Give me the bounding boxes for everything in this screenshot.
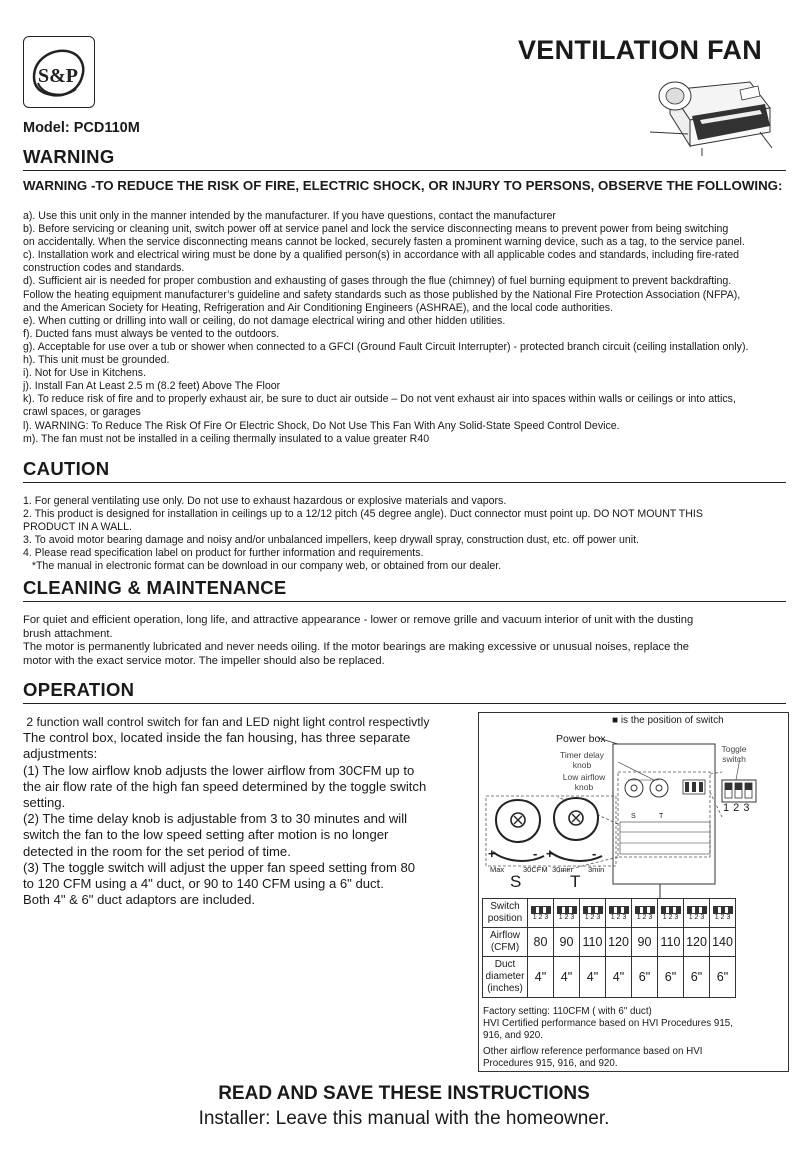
caution-line: 3. To avoid motor bearing damage and noisy and/or unbalanced impellers, keep drywall spray, construction dust, etc. off power unit. (23, 534, 639, 547)
small-s-label: S (631, 813, 636, 820)
cleaning-heading: CLEANING & MAINTENANCE (23, 577, 287, 598)
caution-line: 1. For general ventilating use only. Do not use to exhaust hazardous or explosive materials and vapors. (23, 495, 507, 507)
airflow-value: 120 (606, 928, 632, 957)
switch-mini-icon (531, 906, 551, 914)
caution-rule (23, 482, 786, 483)
operation-line: switch the fan to the low speed setting after motion is no longer (23, 827, 389, 843)
cleaning-line: For quiet and efficient operation, long life, and attractive appearance - lower or remove grille and vacuum interior of unit with the dusting (23, 614, 694, 626)
warning-line: c). Installation work and electrical wiring must be done by a qualified person(s) in accordance with all applicable codes and standards, including fire-rated (23, 249, 740, 262)
small-t-label: T (659, 813, 664, 820)
airflow-value: 90 (554, 928, 580, 957)
timer-knob-label-line: Timer delay (559, 750, 605, 760)
operation-line: setting. (23, 795, 66, 811)
duct-value: 6" (710, 957, 736, 998)
operation-line: detected in the room for the set period of time. (23, 843, 291, 859)
switch-cell: 1 2 3 (580, 899, 606, 928)
row-label: Switch position (483, 899, 528, 928)
low-knob-label-line: Low airflow (562, 772, 606, 782)
cleaning-line: brush attachment. (23, 627, 113, 640)
duct-value: 4" (606, 957, 632, 998)
switch-cell: 1 2 3 (710, 899, 736, 928)
s-min-label: 30CFM (523, 865, 548, 874)
caution-line: 2. This product is designed for installation in ceilings up to a 12/12 pitch (45 degree angle). Duct connector must point up. DO NOT MOUNT THIS (23, 508, 703, 521)
warning-line: m). The fan must not be installed in a ceiling thermally insulated to a value greater R40 (23, 432, 430, 445)
warning-heading: WARNING (23, 146, 115, 167)
airflow-value: 110 (658, 928, 684, 957)
warning-line: h). This unit must be grounded. (23, 354, 170, 367)
warning-line: d). Sufficient air is needed for proper combustion and exhausting of gases through the flue (chimney) of fuel burning equipment to prevent backdrafting. (23, 275, 732, 288)
hvi-note-2: 916, and 920. (483, 1030, 543, 1041)
brand-logo (24, 37, 94, 107)
operation-line: (3) The toggle switch will adjust the upper fan speed setting from 80 (23, 859, 416, 875)
switch-cell: 1 2 3 (658, 899, 684, 928)
operation-line: 2 function wall control switch for fan and LED night light control respectivtly (23, 715, 430, 729)
operation-heading: OPERATION (23, 679, 135, 700)
operation-line: The control box, located inside the fan housing, has three separate (23, 730, 411, 746)
model-number: Model: PCD110M (23, 120, 140, 136)
cleaning-text (23, 614, 783, 668)
caution-list (23, 495, 783, 574)
warning-line: g). Acceptable for use over a tub or shower when connected to a GFCI (Ground Fault Circuit Interrupter) - protected branch circuit (ceiling installation only). (23, 340, 749, 353)
operation-line: to 120 CFM using a 4" duct, or 90 to 140 CFM using a 6" duct. (23, 876, 384, 892)
warning-line: and the American Society for Heating, Refrigeration and Air Conditioning Engineers (ASHRAE), and the local code authorities. (23, 301, 614, 314)
low-knob-label-line: knob (574, 782, 594, 792)
switch-cell: 1 2 3 (632, 899, 658, 928)
power-box-label: Power box (556, 733, 606, 745)
s-letter: S (510, 872, 522, 891)
operation-text (23, 714, 468, 908)
toggle-switch-label-line: Toggle (721, 744, 747, 754)
airflow-table (482, 898, 736, 998)
airflow-value: 120 (684, 928, 710, 957)
other-note-1: Other airflow reference performance based on HVI (483, 1046, 703, 1057)
airflow-value: 110 (580, 928, 606, 957)
duct-row (483, 957, 736, 998)
caution-heading: CAUTION (23, 458, 110, 479)
operation-line: adjustments: (23, 746, 98, 762)
cleaning-line: motor with the exact service motor. The impeller should also be replaced. (23, 654, 385, 667)
switch-cell: 1 2 3 (684, 899, 710, 928)
caution-line: 4. Please read specification label on product for further information and requirements. (23, 547, 424, 560)
other-note-2: Procedures 915, 916, and 920. (483, 1058, 618, 1069)
fan-illustration (640, 70, 780, 160)
t-minus: - (592, 846, 597, 861)
row-label: Airflow (CFM) (483, 928, 528, 957)
logo-text: S&P (38, 65, 78, 87)
factory-setting: Factory setting: 110CFM ( with 6" duct) (483, 1006, 652, 1017)
warning-lead: WARNING -TO REDUCE THE RISK OF FIRE, ELECTRIC SHOCK, OR INJURY TO PERSONS, OBSERVE THE FOLLOWING: (23, 178, 783, 193)
s-plus: + (488, 846, 496, 861)
s-minus: - (533, 846, 538, 861)
airflow-value: 90 (632, 928, 658, 957)
switch-mini-icon (687, 906, 707, 914)
row-label: Duct diameter (inches) (483, 957, 528, 998)
operation-line: the air flow rate of the high fan speed determined by the toggle switch (23, 778, 427, 794)
duct-value: 4" (580, 957, 606, 998)
switch-cell: 1 2 3 (606, 899, 632, 928)
warning-rule (23, 170, 786, 171)
warning-line: Follow the heating equipment manufacturer’s guideline and safety standards such as those published by the National Fire Protection Association (NFPA), (23, 288, 741, 301)
operation-line: (1) The low airflow knob adjusts the lower airflow from 30CFM up to (23, 762, 415, 778)
switch-cell: 1 2 3 (528, 899, 554, 928)
diagram-legend: ■ is the position of switch (612, 715, 724, 726)
warning-line: crawl spaces, or garages (23, 406, 141, 419)
caution-line: PRODUCT IN A WALL. (23, 521, 132, 534)
t-max-label: 30min (552, 865, 573, 874)
brand-logo-frame (23, 36, 95, 108)
t-plus: + (546, 846, 554, 861)
warning-line: j). Install Fan At Least 2.5 m (8.2 feet) Above The Floor (23, 380, 281, 393)
toggle-switch-label-line: switch (722, 754, 746, 764)
warning-list (23, 210, 798, 446)
switch-position-row (483, 899, 736, 928)
switch-mini-icon (557, 906, 577, 914)
switch-mini-icon (583, 906, 603, 914)
duct-value: 6" (684, 957, 710, 998)
switch-cell: 1 2 3 (554, 899, 580, 928)
cleaning-line: The motor is permanently lubricated and never needs oiling. If the motor bearings are making excessive or unusual noises, replace the (23, 641, 690, 654)
duct-value: 4" (528, 957, 554, 998)
toggle-switch-label (718, 744, 750, 764)
toggle-digits: 1 2 3 (723, 802, 750, 814)
warning-line: on accidentally. When the service disconnecting means cannot be locked, securely fasten a prominent warning device, such as a tag, to the service panel. (23, 236, 745, 249)
warning-line: i). Not for Use in Kitchens. (23, 367, 147, 380)
warning-line: k). To reduce risk of fire and to properly exhaust air, be sure to duct air outside – Do not vent exhaust air into spaces within walls or ceilings or into attics, (23, 393, 736, 406)
switch-mini-icon (609, 906, 629, 914)
warning-line: f). Ducted fans must always be vented to the outdoors. (23, 327, 280, 340)
duct-value: 6" (632, 957, 658, 998)
warning-line: a). Use this unit only in the manner intended by the manufacturer. If you have questions, contact the manufacturer (23, 210, 556, 222)
warning-line: l). WARNING: To Reduce The Risk Of Fire Or Electric Shock, Do Not Use This Fan With Any Solid-State Speed Control Device. (23, 419, 620, 432)
document-title: VENTILATION FAN (518, 35, 762, 65)
warning-line: construction codes and standards. (23, 262, 185, 275)
warning-line: b). Before servicing or cleaning unit, switch power off at service panel and lock the service disconnecting means to prevent power from being switching (23, 223, 729, 236)
switch-mini-icon (713, 906, 733, 914)
low-knob-label (560, 772, 608, 792)
duct-value: 4" (554, 957, 580, 998)
footer-subtext: Installer: Leave this manual with the homeowner. (198, 1108, 610, 1129)
airflow-value: 140 (710, 928, 736, 957)
t-letter: T (570, 872, 581, 891)
operation-line: Both 4" & 6" duct adaptors are included. (23, 892, 256, 908)
airflow-value: 80 (528, 928, 554, 957)
t-min-label: 3min (588, 865, 605, 874)
cleaning-rule (23, 601, 786, 602)
operation-line: (2) The time delay knob is adjustable from 3 to 30 minutes and will (23, 811, 408, 827)
hvi-note-1: HVI Certified performance based on HVI Procedures 915, (483, 1018, 733, 1029)
warning-line: e). When cutting or drilling into wall or ceiling, do not damage electrical wiring and other hidden utilities. (23, 314, 506, 327)
operation-rule (23, 703, 786, 704)
caution-line: *The manual in electronic format can be download in our company web, or obtained from our dealer. (23, 560, 502, 573)
power-box-outline (613, 744, 715, 884)
duct-value: 6" (658, 957, 684, 998)
airflow-row (483, 928, 736, 957)
s-max-label: Max (490, 865, 505, 874)
timer-knob-label (558, 750, 606, 770)
footer-heading: READ AND SAVE THESE INSTRUCTIONS (218, 1083, 590, 1104)
switch-mini-icon (661, 906, 681, 914)
timer-knob-label-line: knob (572, 760, 592, 770)
switch-mini-icon (635, 906, 655, 914)
